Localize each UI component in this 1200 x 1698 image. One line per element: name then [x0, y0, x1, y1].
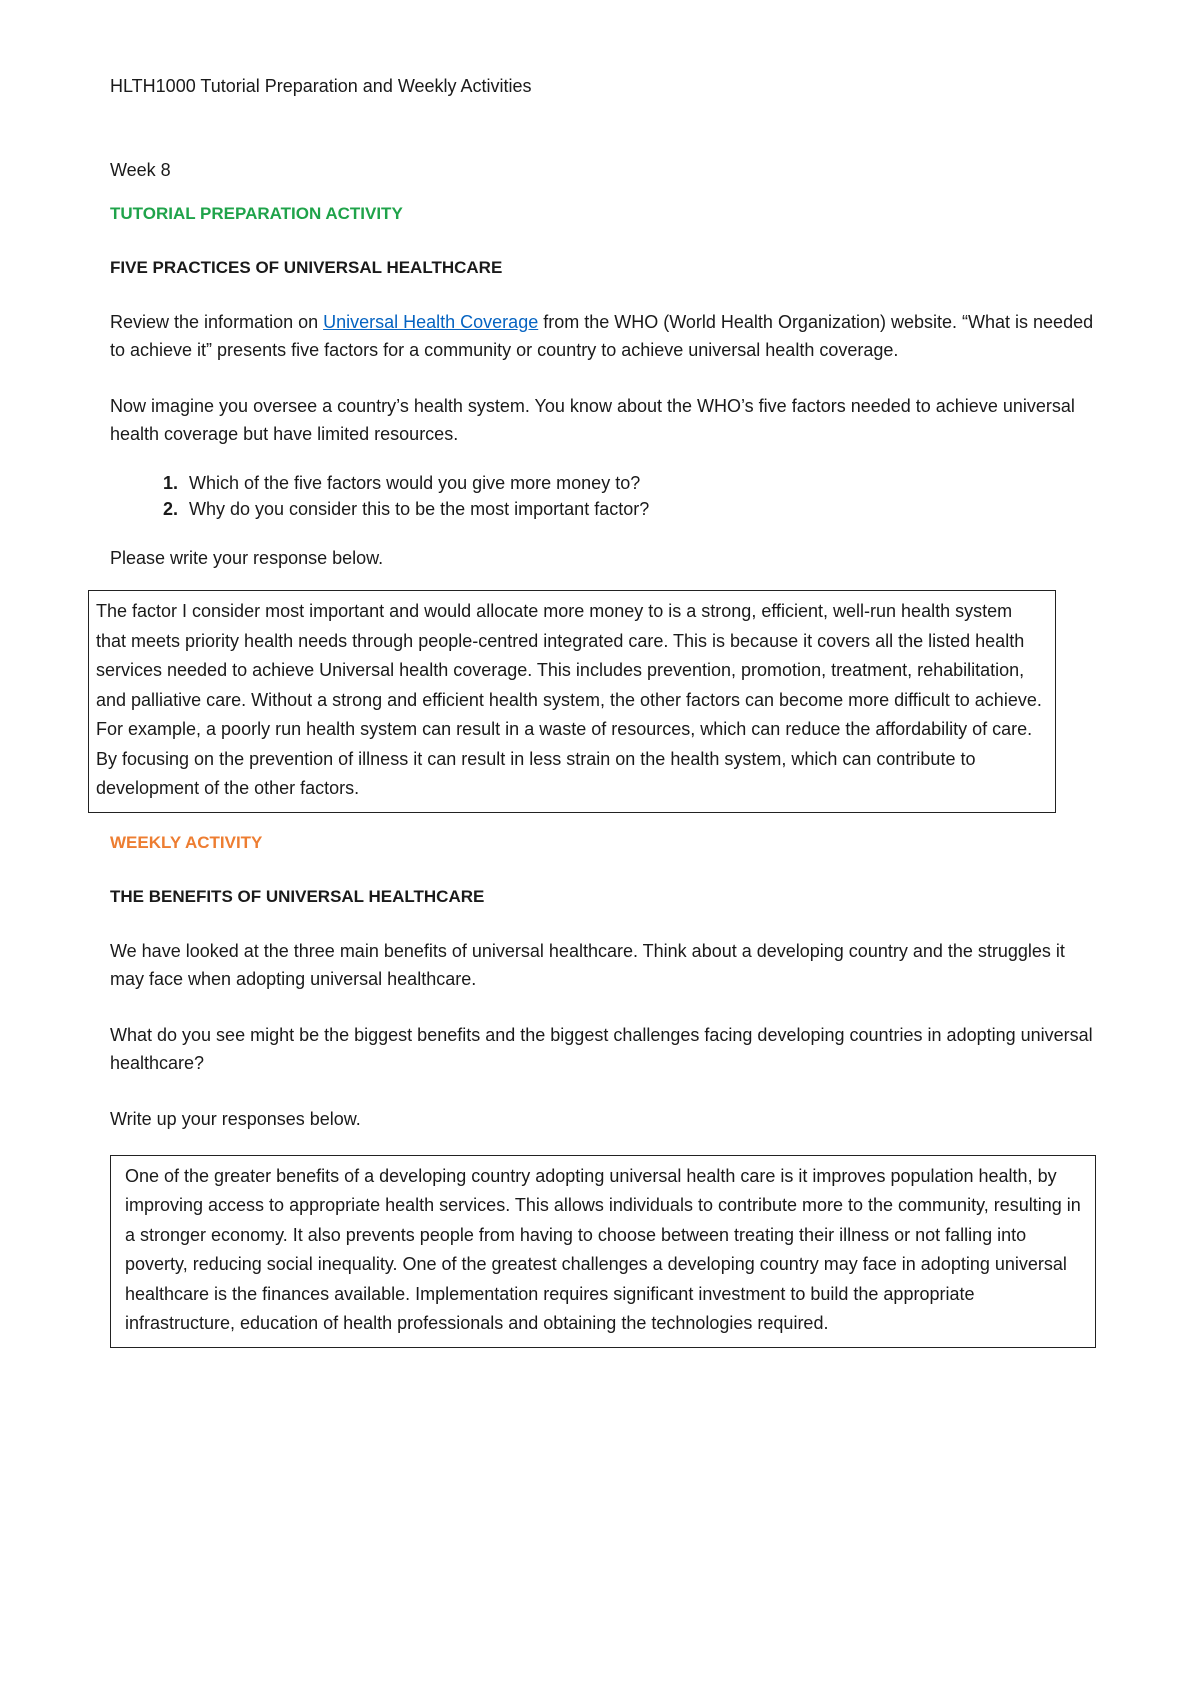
tutorial-response-box: The factor I consider most important and would allocate more money to is a strong, efficient, well-run health system that meets priority health needs through people-centred integrated care. This is because it covers all the listed health services needed to achieve Universal health coverage. This includes prevention, promotion, treatment, rehabilitation, and palliative care. Without a strong and efficient health system, the other factors can become more difficult to achieve. For example, a poorly run health system can result in a waste of resources, which can reduce the affordability of care. By focusing on the prevention of illness it can result in less strain on the health system, which can contribute to development of the other factors.: [88, 590, 1056, 813]
weekly-section-label: WEEKLY ACTIVITY: [110, 832, 263, 852]
intro-text-before-link: Review the information on: [110, 312, 324, 332]
weekly-response-box: One of the greater benefits of a developing country adopting universal health care is it improves population health, by improving access to appropriate health services. This allows individuals to contribute more to the community, resulting in a stronger economy. It also prevents people from having to choose between treating their illness or not falling into poverty, reducing social inequality. One of the greatest challenges a developing country may face in adopting universal healthcare is the finances available. Implementation requires significant investment to build the appropriate infrastructure, education of health professionals and obtaining the technologies required.: [110, 1155, 1096, 1348]
intro-text-after-link: from the WHO (World Health Organization) website. “What is needed to achieve it” presents five factors for a community or country to achieve universal health coverage.: [110, 312, 1094, 360]
document-header: HLTH1000 Tutorial Preparation and Weekly Activities: [110, 76, 532, 96]
universal-health-coverage-link[interactable]: Universal Health Coverage: [323, 312, 539, 332]
weekly-heading: THE BENEFITS OF UNIVERSAL HEALTHCARE: [110, 886, 485, 906]
tutorial-questions-list: [110, 470, 1200, 522]
tutorial-response-prompt: Please write your response below.: [110, 548, 384, 568]
tutorial-scenario: Now imagine you oversee a country’s health system. You know about the WHO’s five factors needed to achieve universal health coverage but have limited resources.: [110, 396, 1075, 444]
tutorial-section-label: TUTORIAL PREPARATION ACTIVITY: [110, 204, 403, 223]
tutorial-intro: [110, 308, 1100, 364]
tutorial-heading: FIVE PRACTICES OF UNIVERSAL HEALTHCARE: [110, 258, 503, 277]
week-label: Week 8: [110, 160, 171, 180]
weekly-intro: We have looked at the three main benefits of universal healthcare. Think about a developing country and the struggles it may face when adopting universal healthcare.: [110, 940, 1065, 989]
weekly-question: What do you see might be the biggest benefits and the biggest challenges facing developing countries in adopting universal healthcare?: [110, 1024, 1093, 1073]
question-item: 2. Why do you consider this to be the most important factor?: [183, 496, 1200, 522]
question-item: 1. Which of the five factors would you give more money to?: [183, 470, 1200, 496]
weekly-response-prompt: Write up your responses below.: [110, 1108, 361, 1129]
